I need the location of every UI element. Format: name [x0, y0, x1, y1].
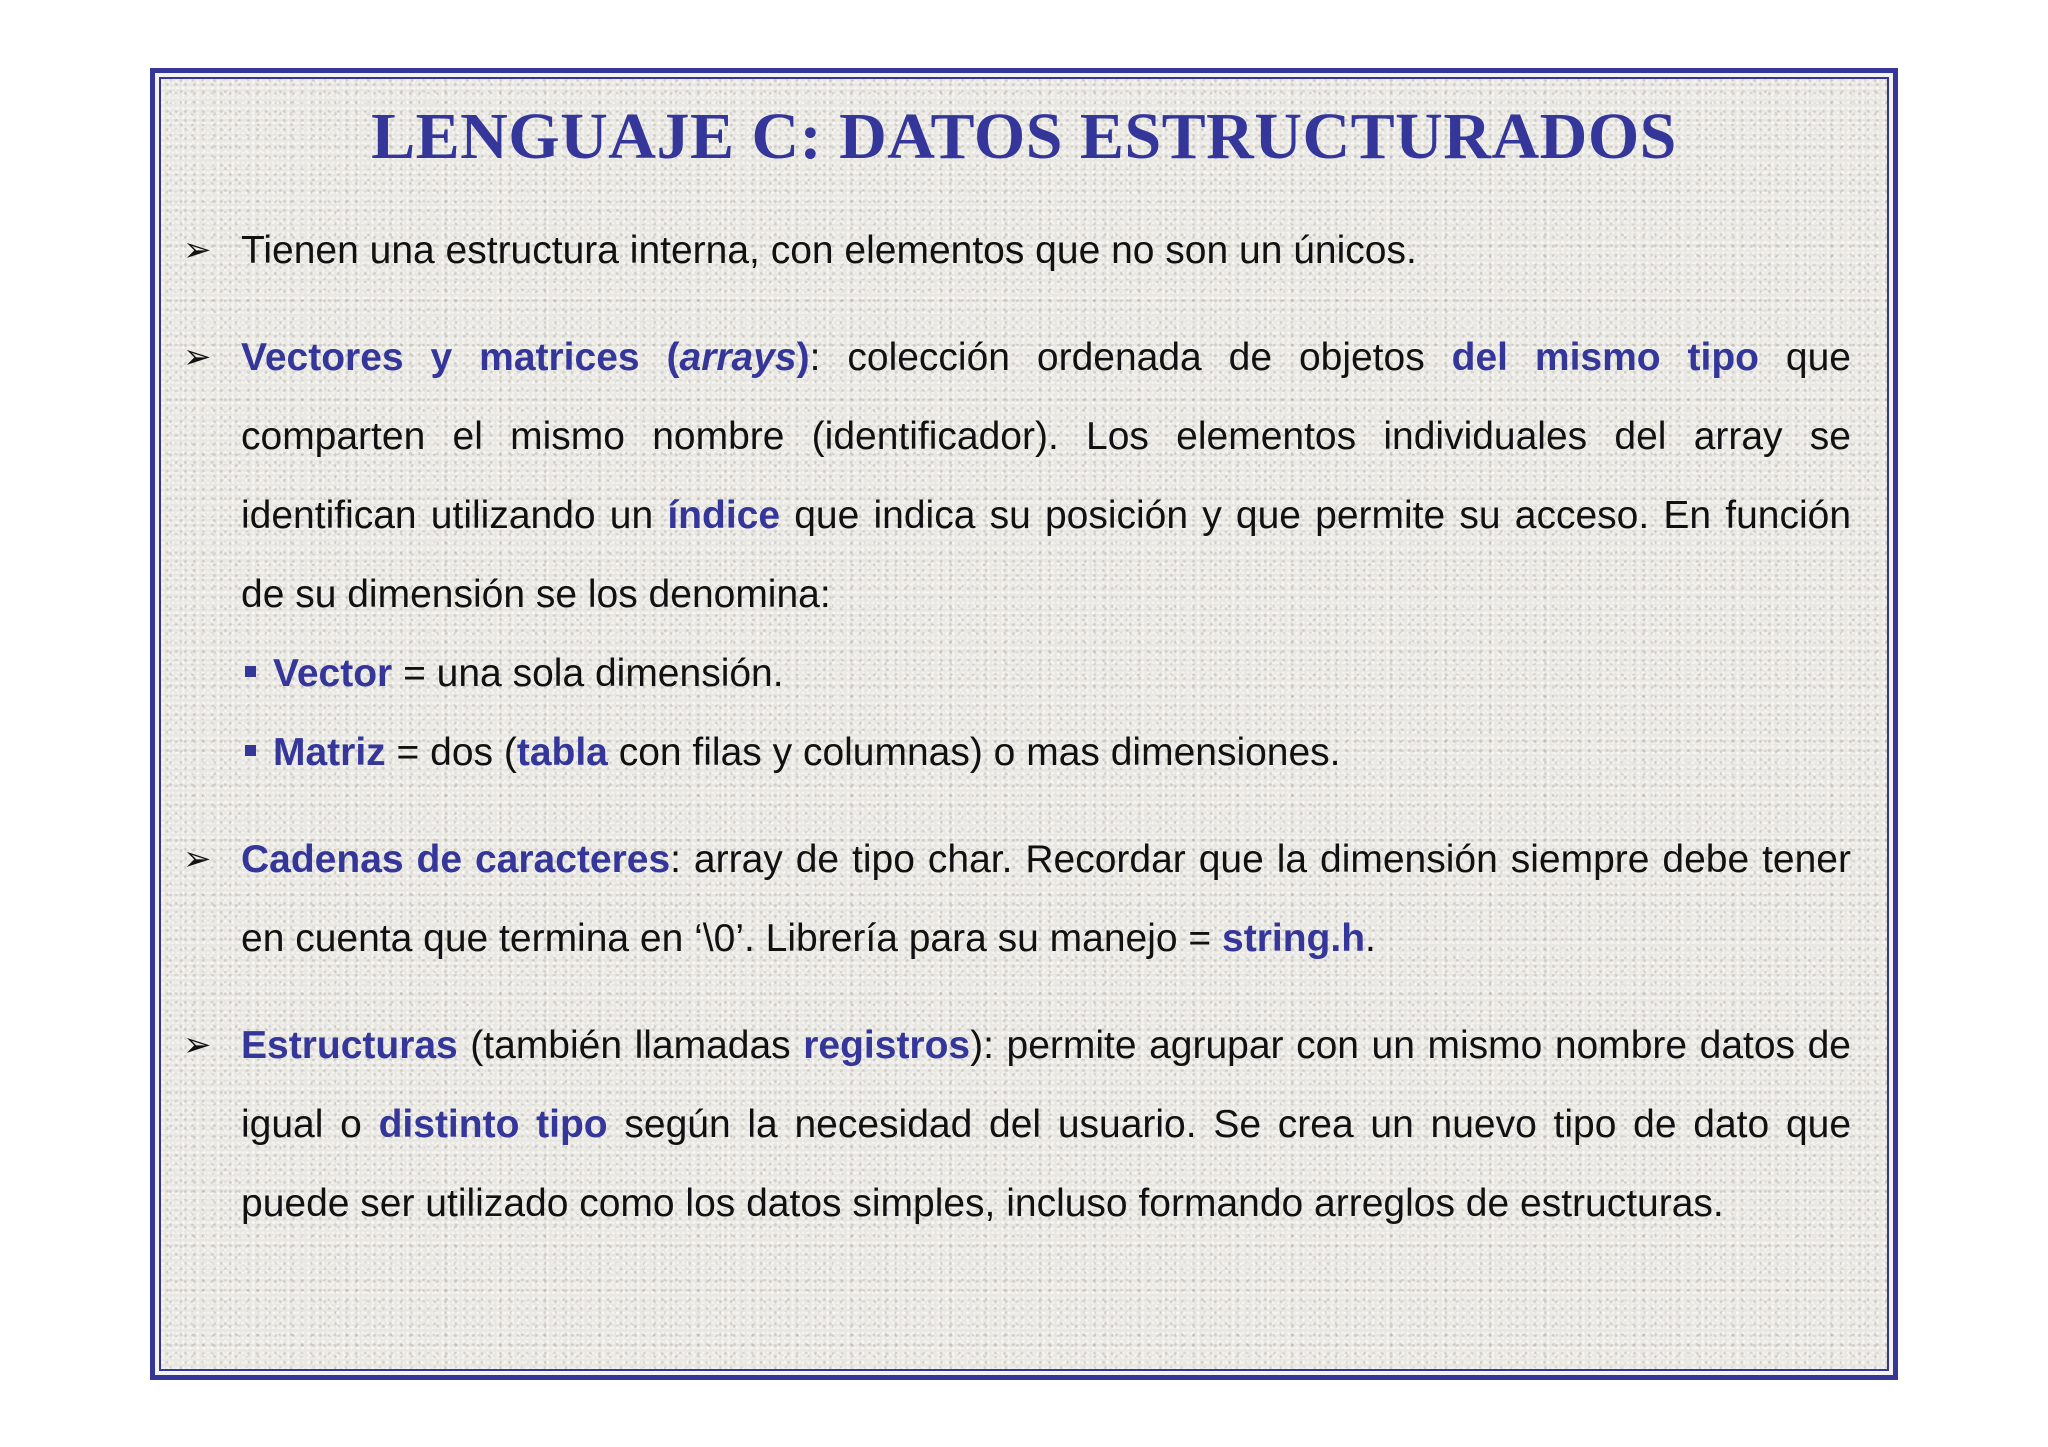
sub-item-text: = dos ( [385, 731, 517, 774]
bullet-text: : colección ordenada de objetos [809, 336, 1452, 379]
highlight-registros: registros [803, 1024, 971, 1067]
bullet-text: que indica su posición y que permite su acceso. En función de su dimensión se los denomina: [241, 494, 1852, 616]
bullet-text: ): permite agrupar con un mismo nombre datos de igual o [241, 1024, 1851, 1146]
slide-content-area [159, 77, 1889, 1371]
sub-item-text: = una sola dimensión. [392, 652, 784, 695]
arrowhead-bullet-icon: ➢ [183, 231, 212, 269]
slide-frame [150, 68, 1898, 1380]
highlight-del-mismo-tipo: del mismo tipo [1451, 336, 1759, 379]
bullet-text: . [1365, 917, 1376, 960]
slide-title: LENGUAJE C: DATOS ESTRUCTURADOS [371, 100, 1677, 173]
bullet-item-structure [183, 211, 1851, 290]
term-matriz: Matriz [273, 731, 386, 774]
bullet-text: : array de tipo char. Recordar que la dimensión siempre debe tener en cuenta que termina en ‘\0’. Librería para su manejo = [241, 838, 1851, 960]
highlight-tabla: tabla [516, 731, 608, 774]
bullet-item-structs [183, 1006, 1851, 1243]
arrowhead-bullet-icon: ➢ [183, 338, 212, 376]
bullet-item-strings [183, 820, 1851, 978]
arrowhead-bullet-icon: ➢ [183, 1026, 212, 1064]
bullet-text: Tienen una estructura interna, con elementos que no son un únicos. [241, 229, 1417, 272]
sub-item-matriz [241, 713, 1851, 792]
sub-item-vector [241, 634, 1851, 713]
arrowhead-bullet-icon: ➢ [183, 840, 212, 878]
bullet-text: que comparten el mismo nombre (identificador). Los elementos individuales del array se identifican utilizando un [241, 336, 1851, 537]
term-arrays: arrays [679, 336, 797, 379]
slide-body [183, 211, 1851, 1271]
term-estructuras: Estructuras [241, 1024, 458, 1067]
sub-list [241, 634, 1851, 792]
term-close-paren: ) [796, 336, 810, 379]
highlight-string-h: string.h [1222, 917, 1366, 960]
bullet-item-arrays [183, 318, 1851, 792]
square-bullet-icon [245, 745, 256, 756]
term-cadenas: Cadenas de caracteres [241, 838, 671, 881]
sub-item-text: con filas y columnas) o mas dimensiones. [607, 731, 1341, 774]
term-vector: Vector [273, 652, 393, 695]
highlight-distinto-tipo: distinto tipo [378, 1103, 608, 1146]
square-bullet-icon [245, 666, 256, 677]
highlight-indice: índice [667, 494, 781, 537]
bullet-text: según la necesidad del usuario. Se crea un nuevo tipo de dato que puede ser utilizado como los datos simples, incluso formando arreglos de estructuras. [241, 1103, 1852, 1225]
term-vectores-matrices: Vectores y matrices ( [241, 336, 680, 379]
bullet-text: (también llamadas [457, 1024, 804, 1067]
